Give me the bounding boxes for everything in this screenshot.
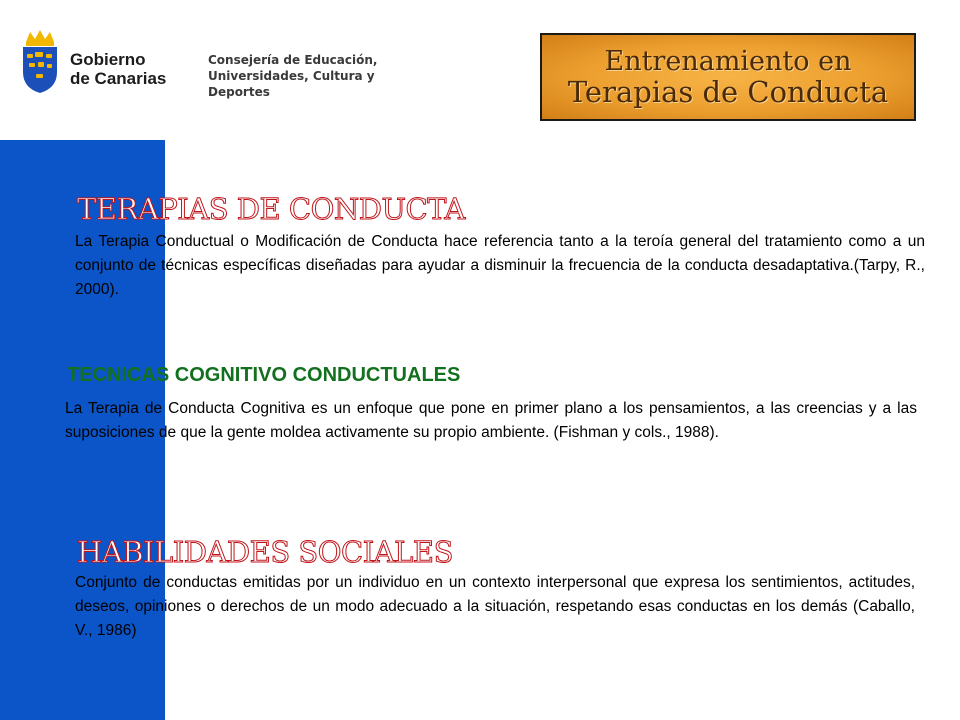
section-text-tecnicas: La Terapia de Conducta Cognitiva es un enfoque que pone en primer plano a los pensamientos, a las creencias y a las suposiciones de que la gente moldea activamente su propio ambiente. (Fishman y cols., 1988). [65, 400, 917, 441]
section-title-habilidades: HABILIDADES SOCIALES [77, 535, 453, 569]
section-text-terapias: La Terapia Conductual o Modificación de Conducta hace referencia tanto a la teroía general del tratamiento como a un conjunto de técnicas específicas diseñadas para ayudar a disminuir la frecuencia de la conducta desadaptativa.(Tarpy, R., 2000). [75, 233, 925, 298]
section-text-habilidades: Conjunto de conductas emitidas por un individuo en un contexto interpersonal que expresa los sentimientos, actitudes, deseos, opiniones o derechos de un modo adecuado a la situación, respetando esas conductas en los demás (Caballo, V., 1986) [75, 574, 915, 639]
government-name [70, 50, 166, 88]
canarias-crest-icon [18, 28, 62, 94]
section-title-terapias: TERAPIAS DE CONDUCTA [77, 192, 465, 226]
department-name-line2: Universidades, Cultura y Deportes [208, 69, 375, 99]
department-name [208, 52, 438, 100]
gobierno-de-canarias-logo [18, 28, 438, 98]
banner-line2: Terapias de Conducta [567, 75, 889, 109]
government-name-line2: de Canarias [70, 69, 167, 88]
section-title-tecnicas: TECNICAS COGNITIVO CONDUCTUALES [67, 364, 461, 386]
department-name-line1: Consejería de Educación, [208, 53, 378, 67]
government-name-line1: Gobierno [70, 50, 146, 69]
title-banner [540, 33, 916, 121]
banner-line1: Entrenamiento en [604, 46, 852, 77]
